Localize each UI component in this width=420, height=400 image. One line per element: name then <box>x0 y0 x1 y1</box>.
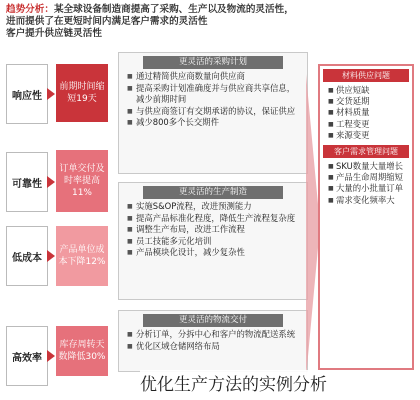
metric-label-efficiency: 高效率 <box>6 326 48 386</box>
panel-title: 更灵活的生产制造 <box>143 186 283 199</box>
list-item: ■ 通过精简供应商数量向供应商 <box>129 71 303 83</box>
list-item: ■ 供应短缺 <box>328 85 410 96</box>
metric-box-low-cost: 产品单位成本下降12% <box>56 226 108 286</box>
metric-box-reliability: 订单交付及时率提高11% <box>56 150 108 212</box>
list-item: ■ 提高产品标准化程度，降低生产流程复杂度 <box>129 213 303 225</box>
list-item: ■ 提高采购计划准确度并与供应商共享信息，减少前期时间 <box>129 83 303 106</box>
list-item: ■ 材料质量 <box>328 107 410 118</box>
metric-box-responsiveness: 前期时间缩短19天 <box>56 64 108 122</box>
arrow-right-icon <box>47 88 55 100</box>
list-item: ■ 需求变化频率大 <box>328 195 410 206</box>
caption: 优化生产方法的实例分析 <box>140 370 420 400</box>
panel-title: 更灵活的采购计划 <box>143 56 283 69</box>
list-item: ■ 产品模块化设计，减少复杂性 <box>129 247 303 259</box>
list-item: ■ 实施S&OP流程，改进预测能力 <box>129 201 303 213</box>
panel-list <box>119 201 307 259</box>
issues-head-materials: 材料供应问题 <box>323 69 409 82</box>
intro-text <box>6 4 414 40</box>
list-item: ■ 优化区域仓储网络布局 <box>129 341 303 353</box>
issues-column <box>318 64 414 370</box>
issues-head-demand: 客户需求管理问题 <box>323 145 409 158</box>
list-item: ■ 减少800多个长交期件 <box>129 117 303 129</box>
list-item: ■ 交货延期 <box>328 96 410 107</box>
issues-list-materials <box>320 85 412 141</box>
list-item: ■ 与供应商签订有交期承诺的协议，保证供应 <box>129 106 303 118</box>
intro-line-2: 进而提供了在更短时间内满足客户需求的灵活性 <box>6 16 208 27</box>
arrow-right-icon <box>47 176 55 188</box>
list-item: ■ 来源变更 <box>328 130 410 141</box>
arrow-right-icon <box>47 350 55 362</box>
panel-list <box>119 71 307 129</box>
list-item: ■ SKU数量大量增长 <box>328 161 410 172</box>
metric-label-responsiveness: 响应性 <box>6 64 48 124</box>
panel-logistics <box>118 310 308 372</box>
metric-label-reliability: 可靠性 <box>6 152 48 212</box>
list-item: ■ 产品生命周期缩短 <box>328 172 410 183</box>
panel-list <box>119 329 307 352</box>
list-item: ■ 调整生产布局，改进工作流程 <box>129 224 303 236</box>
intro-line-1: 某全球设备制造商提高了采购、生产以及物流的灵活性， <box>53 4 294 15</box>
metric-box-efficiency: 库存周转天数降低30% <box>56 326 108 376</box>
panel-manufacturing <box>118 182 308 300</box>
panel-title: 更灵活的物流交付 <box>143 314 283 327</box>
list-item: ■ 工程变更 <box>328 119 410 130</box>
intro-prefix: 趋势分析： <box>6 4 54 15</box>
list-item: ■ 分析订单，分拆中心和客户的物流配送系统 <box>129 329 303 341</box>
list-item: ■ 员工技能多元化培训 <box>129 236 303 248</box>
metric-label-low-cost: 低成本 <box>6 226 48 286</box>
panel-procurement <box>118 52 308 174</box>
arrow-right-icon <box>47 250 55 262</box>
issues-list-demand <box>320 161 412 206</box>
intro-line-3: 客户提升供应链灵活性 <box>6 28 102 39</box>
list-item: ■ 大量的小批量订单 <box>328 183 410 194</box>
